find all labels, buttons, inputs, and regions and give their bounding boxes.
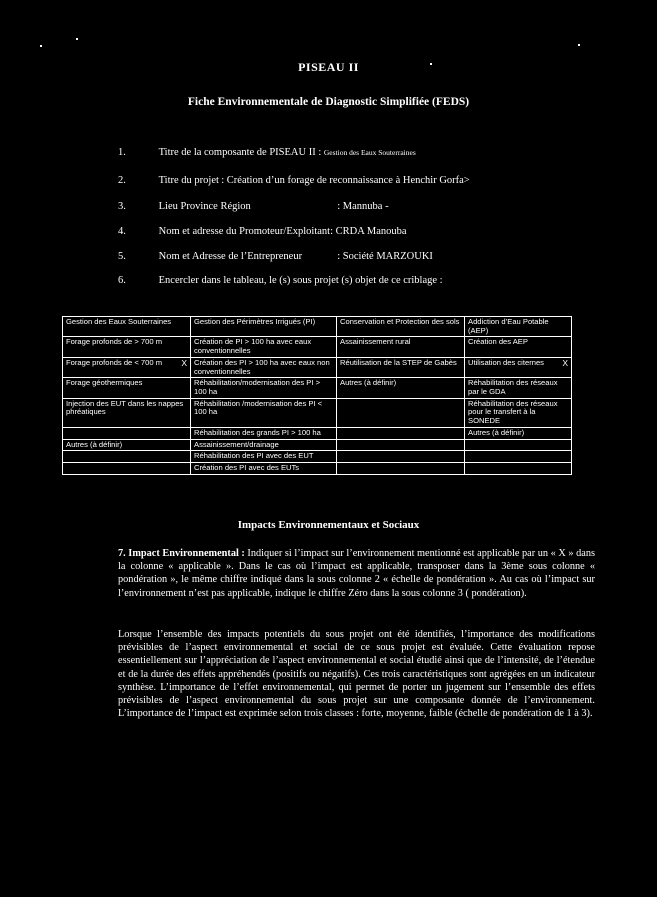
item-label: Lieu Province Région xyxy=(158,201,251,212)
item-number: 1. xyxy=(118,147,126,158)
subproject-table xyxy=(62,316,572,475)
table-cell: Autres (à définir) xyxy=(465,427,572,439)
item-label: Titre du projet xyxy=(158,175,219,186)
table-cell xyxy=(465,451,572,463)
table-row xyxy=(63,378,572,398)
item-label: Nom et adresse du Promoteur/Exploitant: xyxy=(158,226,334,237)
item-label: Nom et Adresse de l’Entrepreneur xyxy=(158,251,303,262)
table-cell xyxy=(465,463,572,475)
table-cell: Création des AEP xyxy=(465,337,572,357)
table-row xyxy=(63,451,572,463)
item-value: Gestion des Eaux Souterraines xyxy=(323,148,416,157)
table-cell: Forage géothermiques xyxy=(63,378,191,398)
table-row xyxy=(63,337,572,357)
table-cell: Création de PI > 100 ha avec eaux conventionnelles xyxy=(191,337,337,357)
section-7-paragraph xyxy=(118,547,595,600)
item-value: : Création d’un forage de reconnaissance à Henchir Gorfa> xyxy=(221,175,470,186)
table-cell xyxy=(63,463,191,475)
table-cell: Réhabilitation des réseaux par le GDA xyxy=(465,378,572,398)
table-cell: Réhabilitation/modernisation des PI > 100 ha xyxy=(191,378,337,398)
table-cell: Création des PI > 100 ha avec eaux non conventionnelles xyxy=(191,357,337,377)
table-cell: Réutilisation de la STEP de Gabès xyxy=(337,357,465,377)
table-cell: Création des PI avec des EUTs xyxy=(191,463,337,475)
item-6 xyxy=(118,275,443,286)
item-1 xyxy=(118,147,416,158)
table-cell xyxy=(63,427,191,439)
table-cell xyxy=(337,439,465,451)
section-7-lead: 7. Impact Environnemental : xyxy=(118,548,245,559)
table-cell: Réhabilitation des grands PI > 100 ha xyxy=(191,427,337,439)
table-cell xyxy=(63,357,191,377)
table-cell: Assainissement rural xyxy=(337,337,465,357)
table-cell: Autres (à définir) xyxy=(337,378,465,398)
item-value: CRDA Manouba xyxy=(335,226,407,237)
item-number: 6. xyxy=(118,275,126,286)
table-header: Gestion des Eaux Souterraines xyxy=(63,317,191,337)
table-row xyxy=(63,398,572,427)
table-cell xyxy=(337,398,465,427)
document-subtitle: Fiche Environnementale de Diagnostic Simplifiée (FEDS) xyxy=(187,96,470,108)
table-header-row xyxy=(63,317,572,337)
document-title: PISEAU II xyxy=(298,60,359,74)
table-header: Addiction d’Eau Potable (AEP) xyxy=(465,317,572,337)
table-header: Conservation et Protection des sols xyxy=(337,317,465,337)
table-cell xyxy=(337,463,465,475)
table-cell xyxy=(63,451,191,463)
section-7-paragraph-2: Lorsque l’ensemble des impacts potentiels du sous projet ont été identifiés, l’importance des modifications prévisibles de l’aspect environnemental et social de ce sous projet est évaluée. Cette évaluation repose essentiellement sur l’appréciation de l’aspect environnemental et social étudié ainsi que de l’intensité, de l’étendue et de la durée des effets appréhendés (positifs ou négatifs). Ces trois caractéristiques sont agrégées en un indicateur synthèse. L’importance de l’effet environnemental, qui permet de porter un jugement sur l’ensemble des effets prévisibles de l’aspect environnemental du sous projet sur une composante donnée de l’environnement. L’importance de l’impact est exprimée selon trois classes : forte, moyenne, faible (échelle de pondération de 1 à 3). xyxy=(118,629,595,720)
impacts-heading: Impacts Environnementaux et Sociaux xyxy=(237,519,420,531)
item-number: 2. xyxy=(118,175,126,186)
section-7-text: Indiquer si l’impact sur l’environnement mentionné est applicable par un « X » dans la colonne « applicable ». Dans le cas où l’impact est applicable, transposer dans la 3ème sous colonne « pondération », le même chiffre indiqué dans la sous colonne 2 « échelle de pondération ». Au cas où l’impact sur l’environnement n’est pas applicable, indique le chiffre Zéro dans la sous colonne 3 ( pondération). xyxy=(118,548,595,599)
table-cell: Réhabilitation /modernisation des PI < 100 ha xyxy=(191,398,337,427)
item-label: Encercler dans le tableau, le (s) sous projet (s) objet de ce criblage : xyxy=(158,275,443,286)
table-cell: Autres (à définir) xyxy=(63,439,191,451)
table-cell xyxy=(465,357,572,377)
item-4 xyxy=(118,226,407,237)
selection-mark: X xyxy=(181,357,187,368)
item-label: Titre de la composante de PISEAU II : xyxy=(158,147,322,158)
item-value: : Mannuba - xyxy=(337,201,389,212)
item-5 xyxy=(118,251,433,262)
item-2 xyxy=(118,175,470,186)
table-cell: Injection des EUT dans les nappes phréatiques xyxy=(63,398,191,427)
table-cell: Assainissement/drainage xyxy=(191,439,337,451)
table-row xyxy=(63,439,572,451)
table-cell: Forage profonds de > 700 m xyxy=(63,337,191,357)
selection-mark: X xyxy=(562,357,568,368)
table-row xyxy=(63,463,572,475)
table-cell: Réhabilitation des PI avec des EUT xyxy=(191,451,337,463)
table-row xyxy=(63,427,572,439)
item-number: 4. xyxy=(118,226,126,237)
item-3 xyxy=(118,201,389,212)
item-number: 5. xyxy=(118,251,126,262)
item-value: : Société MARZOUKI xyxy=(337,251,433,262)
table-cell-text: Forage profonds de < 700 m xyxy=(66,357,163,367)
table-cell: Réhabilitation des réseaux pour le transfert à la SONEDE xyxy=(465,398,572,427)
item-number: 3. xyxy=(118,201,126,212)
table-cell xyxy=(337,427,465,439)
table-header: Gestion des Périmètres Irrigués (PI) xyxy=(191,317,337,337)
table-cell xyxy=(337,451,465,463)
table-cell xyxy=(465,439,572,451)
table-cell-text: Utilisation des citernes xyxy=(468,357,544,367)
table-row xyxy=(63,357,572,377)
